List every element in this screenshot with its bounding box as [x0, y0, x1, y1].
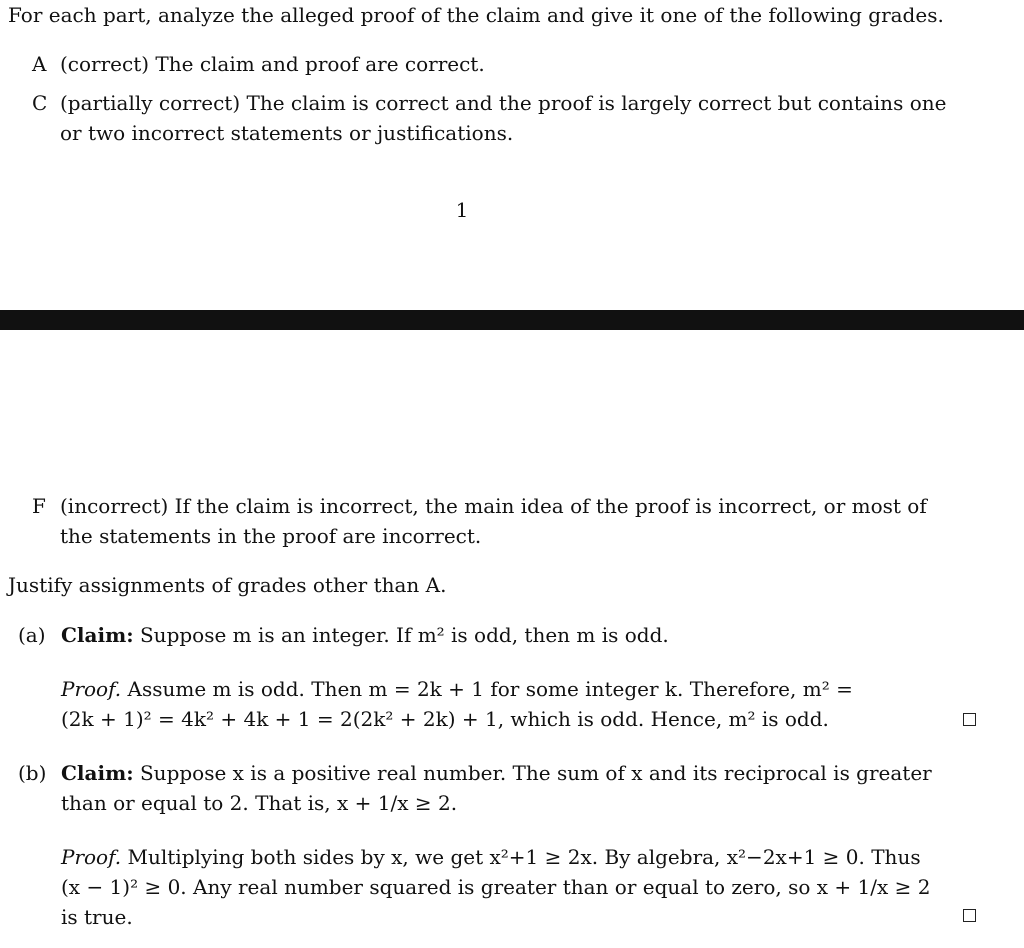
proof [61, 842, 979, 872]
claim-heading: Claim: [61, 761, 134, 785]
grade-description: (correct) The claim and proof are correct. [60, 52, 485, 76]
claim-text: Suppose m is an integer. If m² is odd, then m is odd. [139, 623, 669, 647]
claim [61, 758, 979, 788]
page-number: 1 [455, 198, 469, 222]
grade-letter: C [32, 91, 48, 115]
justify-instruction: Justify assignments of grades other than A. [8, 573, 447, 597]
grade-description-cont: or two incorrect statements or justifications. [60, 121, 514, 145]
proof-cont-2: is true. [61, 905, 133, 929]
part-label: (a) [18, 623, 46, 647]
claim-heading: Claim: [61, 623, 134, 647]
claim-text: Suppose x is a positive real number. The sum of x and its reciprocal is greater [139, 761, 932, 785]
proof-text: Multiplying both sides by x, we get x²+1 ≥ 2x. By algebra, x²−2x+1 ≥ 0. Thus [127, 845, 921, 869]
proof-text: Assume m is odd. Then m = 2k + 1 for some integer k. Therefore, m² = [127, 677, 853, 701]
proof-cont: (x − 1)² ≥ 0. Any real number squared is greater than or equal to zero, so x + 1/x ≥ 2 [61, 875, 931, 899]
claim-cont: than or equal to 2. That is, x + 1/x ≥ 2. [61, 791, 458, 815]
page-divider [0, 310, 1024, 330]
grade-description-cont: the statements in the proof are incorrect. [60, 524, 482, 548]
proof-cont: (2k + 1)² = 4k² + 4k + 1 = 2(2k² + 2k) + 1, which is odd. Hence, m² is odd. [61, 707, 829, 731]
qed-box-icon [963, 713, 976, 726]
instructions-text: For each part, analyze the alleged proof of the claim and give it one of the following grades. [8, 3, 944, 27]
part-label: (b) [18, 761, 47, 785]
proof [61, 674, 979, 704]
qed-box-icon [963, 909, 976, 922]
grade-description: (incorrect) If the claim is incorrect, the main idea of the proof is incorrect, or most of [60, 494, 927, 518]
proof-heading: Proof. [61, 677, 122, 701]
proof-heading: Proof. [61, 845, 122, 869]
claim [61, 620, 979, 650]
grade-letter: F [32, 494, 46, 518]
grade-description: (partially correct) The claim is correct and the proof is largely correct but contains one [60, 91, 947, 115]
grade-letter: A [32, 52, 47, 76]
